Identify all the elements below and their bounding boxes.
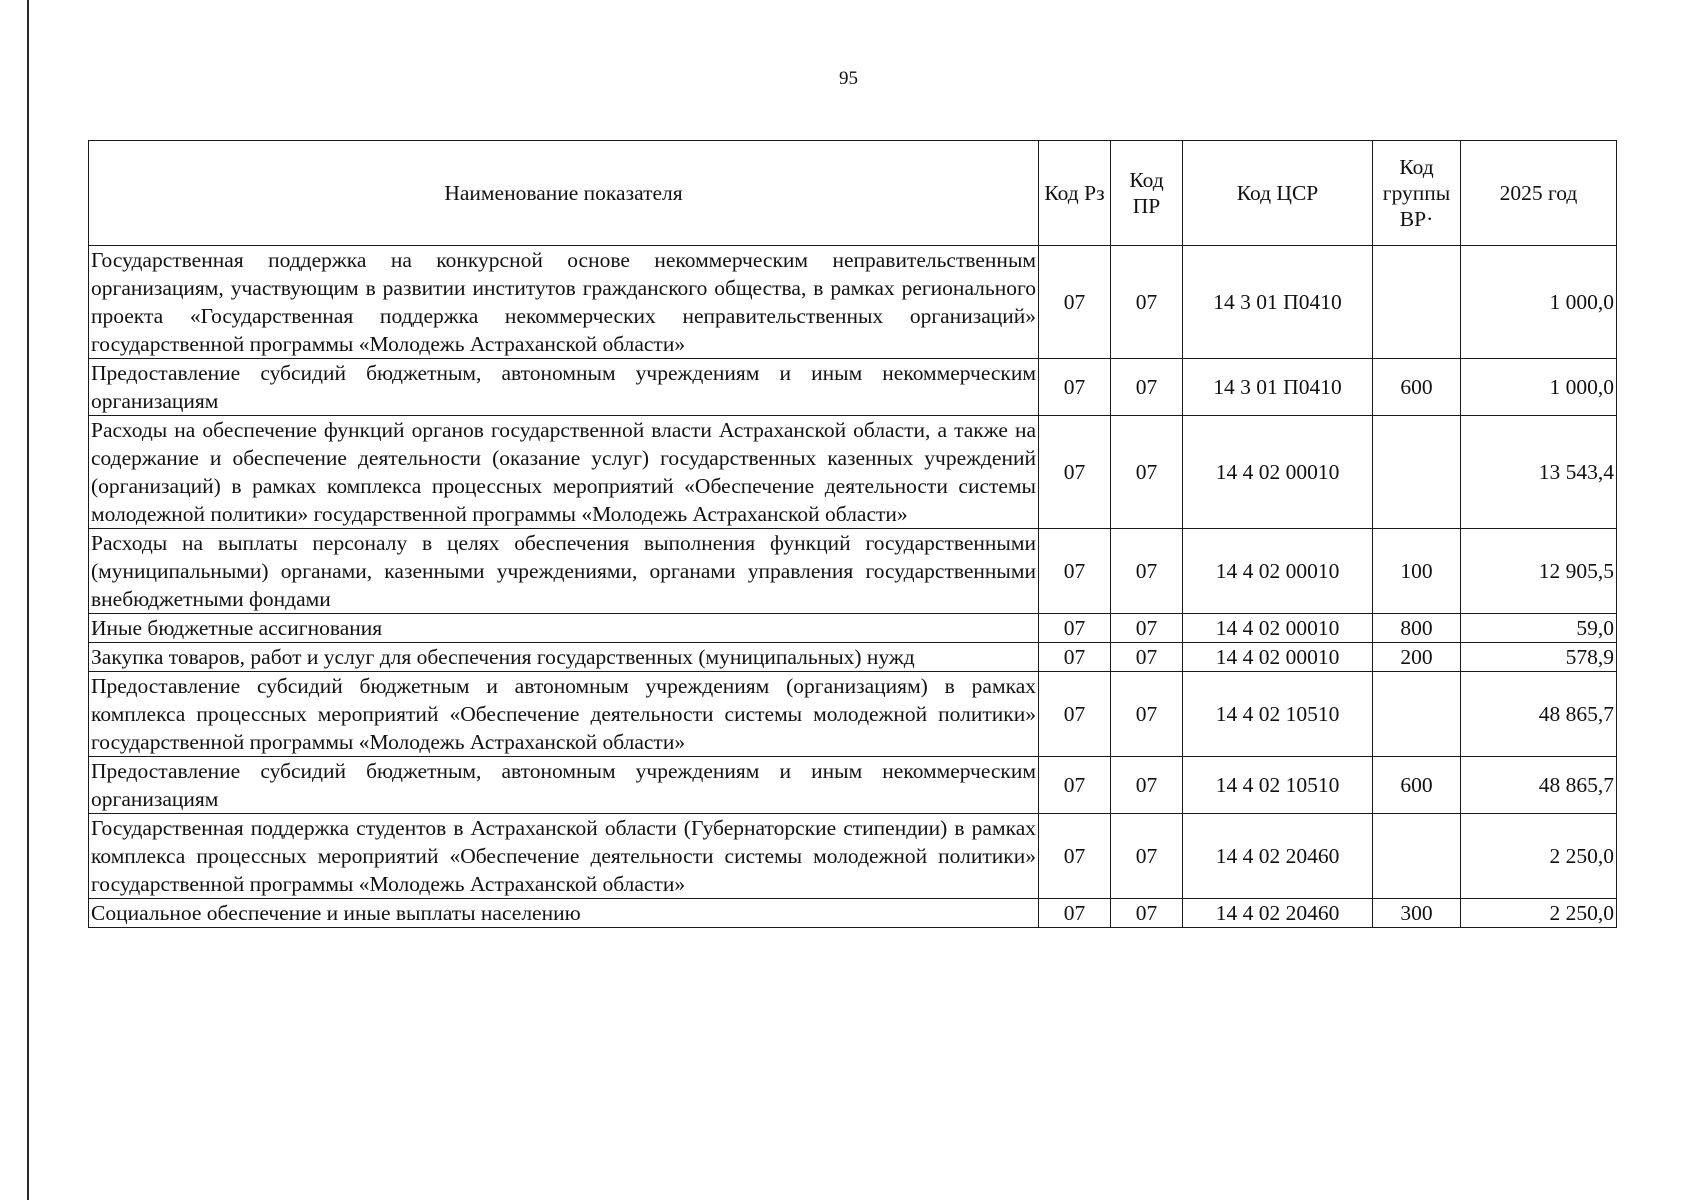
cell-pr: 07 [1111, 757, 1183, 814]
cell-name: Закупка товаров, работ и услуг для обеспечения государственных (муниципальных) нужд [89, 643, 1039, 672]
cell-name: Расходы на обеспечение функций органов государственной власти Астраханской области, а также на содержание и обеспечение деятельности (оказание услуг) государственных казенных учреждений (организаций) в рамках комплекса процессных мероприятий «Обеспечение деятельности системы молодежной политики» государственной программы «Молодежь Астраханской области» [89, 416, 1039, 529]
cell-rz: 07 [1039, 814, 1111, 899]
cell-vr [1373, 672, 1461, 757]
table-row [89, 359, 1617, 416]
cell-csr: 14 4 02 20460 [1183, 899, 1373, 928]
page-number: 95 [839, 68, 858, 89]
table-row [89, 614, 1617, 643]
cell-pr: 07 [1111, 643, 1183, 672]
cell-pr: 07 [1111, 814, 1183, 899]
cell-name: Предоставление субсидий бюджетным и автономным учреждениям (организациям) в рамках комплекса процессных мероприятий «Обеспечение деятельности системы молодежной политики» государственной программы «Молодежь Астраханской области» [89, 672, 1039, 757]
cell-rz: 07 [1039, 529, 1111, 614]
cell-rz: 07 [1039, 899, 1111, 928]
cell-csr: 14 4 02 00010 [1183, 643, 1373, 672]
cell-csr: 14 4 02 10510 [1183, 672, 1373, 757]
table-header-row [89, 141, 1617, 246]
cell-pr: 07 [1111, 529, 1183, 614]
cell-amount: 48 865,7 [1461, 757, 1617, 814]
cell-csr: 14 4 02 10510 [1183, 757, 1373, 814]
cell-name: Предоставление субсидий бюджетным, автономным учреждениям и иным некоммерческим организациям [89, 359, 1039, 416]
cell-vr [1373, 246, 1461, 359]
cell-csr: 14 4 02 00010 [1183, 529, 1373, 614]
cell-vr: 600 [1373, 359, 1461, 416]
header-pr: Код ПР [1111, 141, 1183, 246]
cell-name: Государственная поддержка студентов в Астраханской области (Губернаторские стипендии) в рамках комплекса процессных мероприятий «Обеспечение деятельности системы молодежной политики» государственной программы «Молодежь Астраханской области» [89, 814, 1039, 899]
cell-name: Расходы на выплаты персоналу в целях обеспечения выполнения функций государственными (муниципальными) органами, казенными учреждениями, органами управления государственными внебюджетными фондами [89, 529, 1039, 614]
header-name: Наименование показателя [89, 141, 1039, 246]
cell-vr: 800 [1373, 614, 1461, 643]
cell-rz: 07 [1039, 416, 1111, 529]
table-row [89, 643, 1617, 672]
cell-amount: 13 543,4 [1461, 416, 1617, 529]
cell-amount: 48 865,7 [1461, 672, 1617, 757]
cell-pr: 07 [1111, 614, 1183, 643]
cell-amount: 1 000,0 [1461, 246, 1617, 359]
cell-vr: 100 [1373, 529, 1461, 614]
cell-pr: 07 [1111, 416, 1183, 529]
cell-pr: 07 [1111, 672, 1183, 757]
header-vr: Код группы ВР· [1373, 141, 1461, 246]
cell-pr: 07 [1111, 899, 1183, 928]
cell-vr: 200 [1373, 643, 1461, 672]
cell-rz: 07 [1039, 359, 1111, 416]
cell-rz: 07 [1039, 643, 1111, 672]
cell-csr: 14 4 02 00010 [1183, 416, 1373, 529]
cell-vr [1373, 814, 1461, 899]
cell-rz: 07 [1039, 614, 1111, 643]
scan-edge-line [27, 0, 29, 1200]
cell-name: Предоставление субсидий бюджетным, автономным учреждениям и иным некоммерческим организациям [89, 757, 1039, 814]
cell-pr: 07 [1111, 246, 1183, 359]
table-row [89, 246, 1617, 359]
cell-pr: 07 [1111, 359, 1183, 416]
header-rz: Код Рз [1039, 141, 1111, 246]
cell-rz: 07 [1039, 672, 1111, 757]
cell-csr: 14 4 02 00010 [1183, 614, 1373, 643]
table-row [89, 757, 1617, 814]
table-row [89, 529, 1617, 614]
table-row [89, 899, 1617, 928]
cell-amount: 2 250,0 [1461, 899, 1617, 928]
cell-amount: 1 000,0 [1461, 359, 1617, 416]
cell-csr: 14 3 01 П0410 [1183, 359, 1373, 416]
cell-amount: 12 905,5 [1461, 529, 1617, 614]
table-row [89, 814, 1617, 899]
header-amount: 2025 год [1461, 141, 1617, 246]
cell-name: Социальное обеспечение и иные выплаты населению [89, 899, 1039, 928]
cell-rz: 07 [1039, 757, 1111, 814]
table-row [89, 672, 1617, 757]
cell-csr: 14 4 02 20460 [1183, 814, 1373, 899]
cell-amount: 2 250,0 [1461, 814, 1617, 899]
cell-name: Государственная поддержка на конкурсной основе некоммерческим неправительственным организациям, участвующим в развитии институтов гражданского общества, в рамках регионального проекта «Государственная поддержка некоммерческих неправительственных организаций» государственной программы «Молодежь Астраханской области» [89, 246, 1039, 359]
cell-rz: 07 [1039, 246, 1111, 359]
budget-table [88, 140, 1617, 928]
cell-vr: 300 [1373, 899, 1461, 928]
cell-csr: 14 3 01 П0410 [1183, 246, 1373, 359]
header-csr: Код ЦСР [1183, 141, 1373, 246]
cell-vr [1373, 416, 1461, 529]
cell-amount: 59,0 [1461, 614, 1617, 643]
cell-amount: 578,9 [1461, 643, 1617, 672]
cell-vr: 600 [1373, 757, 1461, 814]
cell-name: Иные бюджетные ассигнования [89, 614, 1039, 643]
table-row [89, 416, 1617, 529]
